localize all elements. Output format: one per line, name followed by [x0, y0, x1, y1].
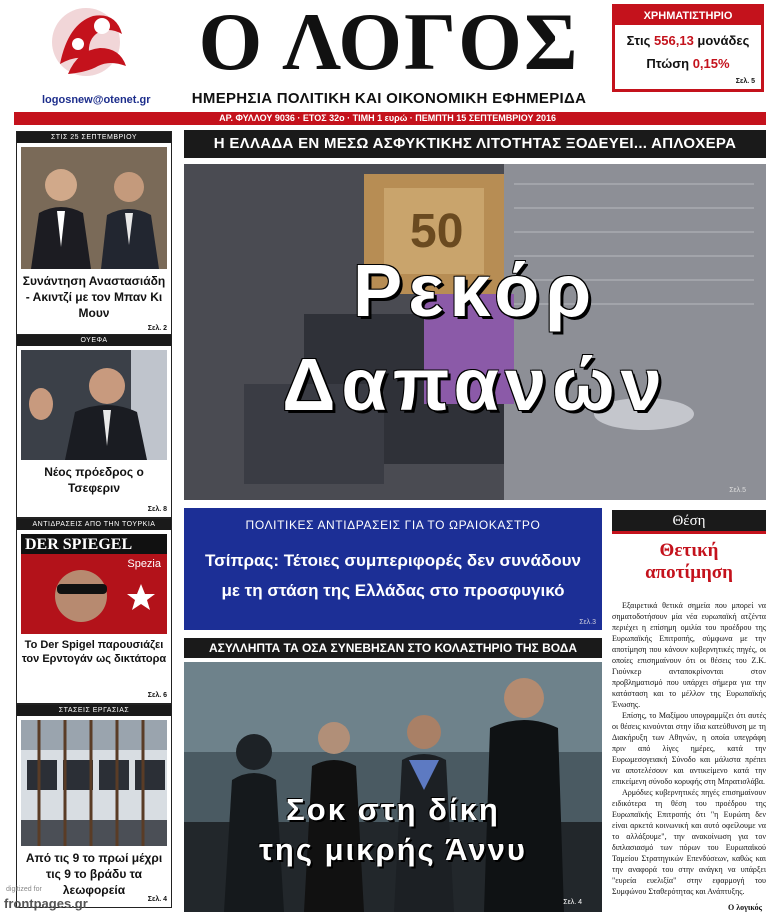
main-headline-line1: Ρεκόρ	[352, 249, 598, 332]
opinion-title-line2: αποτίμηση	[645, 562, 733, 583]
secondary-headline-line2: με τη στάση της Ελλάδας στο προσφυγικό	[221, 581, 565, 600]
sidebar-photo-buses	[21, 720, 167, 846]
stock-exchange-header: ΧΡΗΜΑΤΙΣΤΗΡΙΟ	[615, 7, 761, 25]
sidebar-story-text: Συνάντηση Αναστασιάδη - Ακιντζί με τον Μπαν Κι Μουν	[22, 274, 166, 320]
opinion-paragraph: Επίσης, το Μαξίμου υπογραμμίζει ότι αυτές οι θέσεις κινούνται στην ίδια κατεύθυνση με τη Διακήρυξη των Αθηνών, η οποία υπεγράφη πριν από λίγες ημέρες, κατά την Ευρωμεσογειακή Σύνοδο και μάλιστα πρέπει να αποτελέσουν και αντικείμενο κατά την επικείμενη σύνοδο κορυφής στη Μπρατισλάβα.	[612, 711, 766, 786]
main-headline-line2: Δαπανών	[282, 343, 668, 426]
sidebar-story-4[interactable]	[16, 704, 172, 908]
newspaper-subtitle: ΗΜΕΡΗΣΙΑ ΠΟΛΙΤΙΚΗ ΚΑΙ ΟΙΚΟΝΟΜΙΚΗ ΕΦΗΜΕΡΙΔΑ	[191, 90, 587, 107]
secondary-story-kicker: ΠΟΛΙΤΙΚΕΣ ΑΝΤΙΔΡΑΣΕΙΣ ΓΙΑ ΤΟ ΩΡΑΙΟΚΑΣΤΡΟ	[245, 518, 541, 532]
sidebar-story-2[interactable]	[16, 334, 172, 518]
secondary-story[interactable]	[184, 508, 602, 630]
opinion-signature: Ο λογικός	[728, 903, 762, 912]
banknote-value: 50	[410, 205, 464, 258]
watermark-line1: digitized for	[6, 886, 42, 893]
points-value: 556,13	[654, 33, 694, 48]
sidebar-caption: ΟΥΕΦΑ	[17, 335, 171, 346]
sidebar-story-1[interactable]	[16, 131, 172, 337]
newspaper-title: Ο ΛΟΓΟΣ	[198, 0, 580, 87]
opinion-paragraph: Εξαιρετικά θετικά σημεία που μπορεί να σηματοδοτήσουν μία νέα ευρωπαϊκή ατζέντα περιέχει η επίσημη ομιλία του προέδρου της Ευρωπαϊκής Επιτροπής, σύμφωνα με την αποτίμηση που κάνουν κυβερνητικές πηγές, οι οποίες επισημαίνουν ότι οι θέσεις του Ζ.Κ. Γιούνκερ ανταποκρίνονται στον προβληματισμό που υπάρχει σήμερα για την κατάσταση και το μέλλον της Ευρωπαϊκής Ένωσης.	[612, 601, 766, 709]
sidebar-story-text: Νέος πρόεδρος ο Τσεφεριν	[44, 465, 144, 495]
bottom-headline	[184, 790, 602, 870]
issue-info-text: ΑΡ. ΦΥΛΛΟΥ 9036 · ΕΤΟΣ 32ο · ΤΙΜΗ 1 ευρώ · ΠΕΜΠΤΗ 15 ΣΕΠΤΕΜΒΡΙΟΥ 2016	[219, 113, 556, 123]
newspaper-logo-emblem	[38, 4, 138, 86]
opinion-paragraph: Αρμόδιες κυβερνητικές πηγές επισημαίνουν ειδικότερα τη θέση του προέδρου της Ευρωπαϊκής Επιτροπής ότι "η Ευρώπη δεν είναι αρκετά κοινωνική και αυτό οφείλουμε να το αλλάξουμε", την ανακοίνωση για τον διπλασιασμό των πόρων του Ευρωπαϊκού Ταμείου Στρατηγικών Επενδύσεων, καθώς και την αναφορά του στην ανάγκη να υπάρξει "ευρεία ευελιξία" στην εφαρμογή του Συμφώνου Σταθερότητας και Ανάπτυξης.	[612, 788, 766, 896]
bottom-headline-line2: της μικρής Άννυ	[259, 832, 527, 867]
sidebar-page-ref: Σελ. 4	[147, 896, 167, 903]
sidebar-photo-meeting	[21, 147, 167, 269]
opinion-body	[612, 600, 766, 897]
spiegel-sub-label: Spezia	[127, 558, 161, 570]
sidebar-story-text: Το Der Spigel παρουσιάζει τον Ερντογάν ως δικτάτορα	[21, 639, 167, 665]
sidebar-photo-ceferin	[21, 350, 167, 460]
sidebar-caption: ΣΤΙΣ 25 ΣΕΠΤΕΜΒΡΙΟΥ	[17, 132, 171, 143]
change-value: 0,15%	[692, 56, 730, 71]
sidebar-story-3[interactable]	[16, 518, 172, 704]
change-prefix: Πτώση	[646, 56, 693, 71]
opinion-tab: Θέση	[612, 510, 766, 534]
main-story-kicker: Η ΕΛΛΑΔΑ ΕΝ ΜΕΣΩ ΑΣΦΥΚΤΙΚΗΣ ΛΙΤΟΤΗΤΑΣ ΞΟΔΕΥΕΙ... ΑΠΛΟΧΕΡΑ	[184, 130, 766, 158]
secondary-headline-line1: Τσίπρας: Τέτοιες συμπεριφορές δεν συνάδουν	[205, 551, 581, 570]
points-suffix: μονάδες	[693, 33, 750, 48]
secondary-story-headline	[184, 546, 602, 606]
points-prefix: Στις	[626, 33, 655, 48]
sidebar-story-text: Από τις 9 το πρωί μέχρι τις 9 το βράδυ τα λεωφορεία	[25, 851, 163, 897]
sidebar-page-ref: Σελ. 8	[147, 506, 167, 513]
sidebar-photo-spiegel-cover	[21, 534, 167, 634]
stock-exchange-points	[615, 33, 761, 48]
sidebar-caption: ΣΤΑΣΕΙΣ ΕΡΓΑΣΙΑΣ	[17, 705, 171, 716]
secondary-story-page-ref: Σελ.3	[579, 619, 596, 626]
bottom-story-photo	[184, 662, 602, 912]
contact-email[interactable]: logosnew@otenet.gr	[42, 94, 151, 106]
bottom-story-page-ref: Σελ. 4	[563, 899, 582, 906]
main-headline	[184, 244, 766, 432]
main-story-page-ref: Σελ.5	[729, 487, 746, 494]
opinion-title	[612, 540, 766, 584]
stock-exchange-box	[612, 4, 764, 92]
spiegel-masthead-label: DER SPIEGEL	[25, 536, 133, 553]
bottom-headline-line1: Σοκ στη δίκη	[286, 792, 500, 827]
sidebar-caption: ΑΝΤΙΔΡΑΣΕΙΣ ΑΠΟ ΤΗΝ ΤΟΥΡΚΙΑ	[17, 519, 171, 530]
stock-exchange-change	[615, 56, 761, 71]
opinion-title-line1: Θετική	[659, 540, 719, 561]
sidebar-page-ref: Σελ. 6	[147, 692, 167, 699]
watermark-line2: frontpages.gr	[4, 896, 88, 911]
bottom-story-kicker: ΑΣΥΛΛΗΠΤΑ ΤΑ ΟΣΑ ΣΥΝΕΒΗΣΑΝ ΣΤΟ ΚΟΛΑΣΤΗΡΙΟ ΤΗΣ ΒΟΔΑ	[184, 638, 602, 658]
sidebar-page-ref: Σελ. 2	[147, 325, 167, 332]
stock-exchange-page-ref: Σελ. 5	[735, 78, 755, 85]
issue-info-bar	[14, 112, 766, 125]
